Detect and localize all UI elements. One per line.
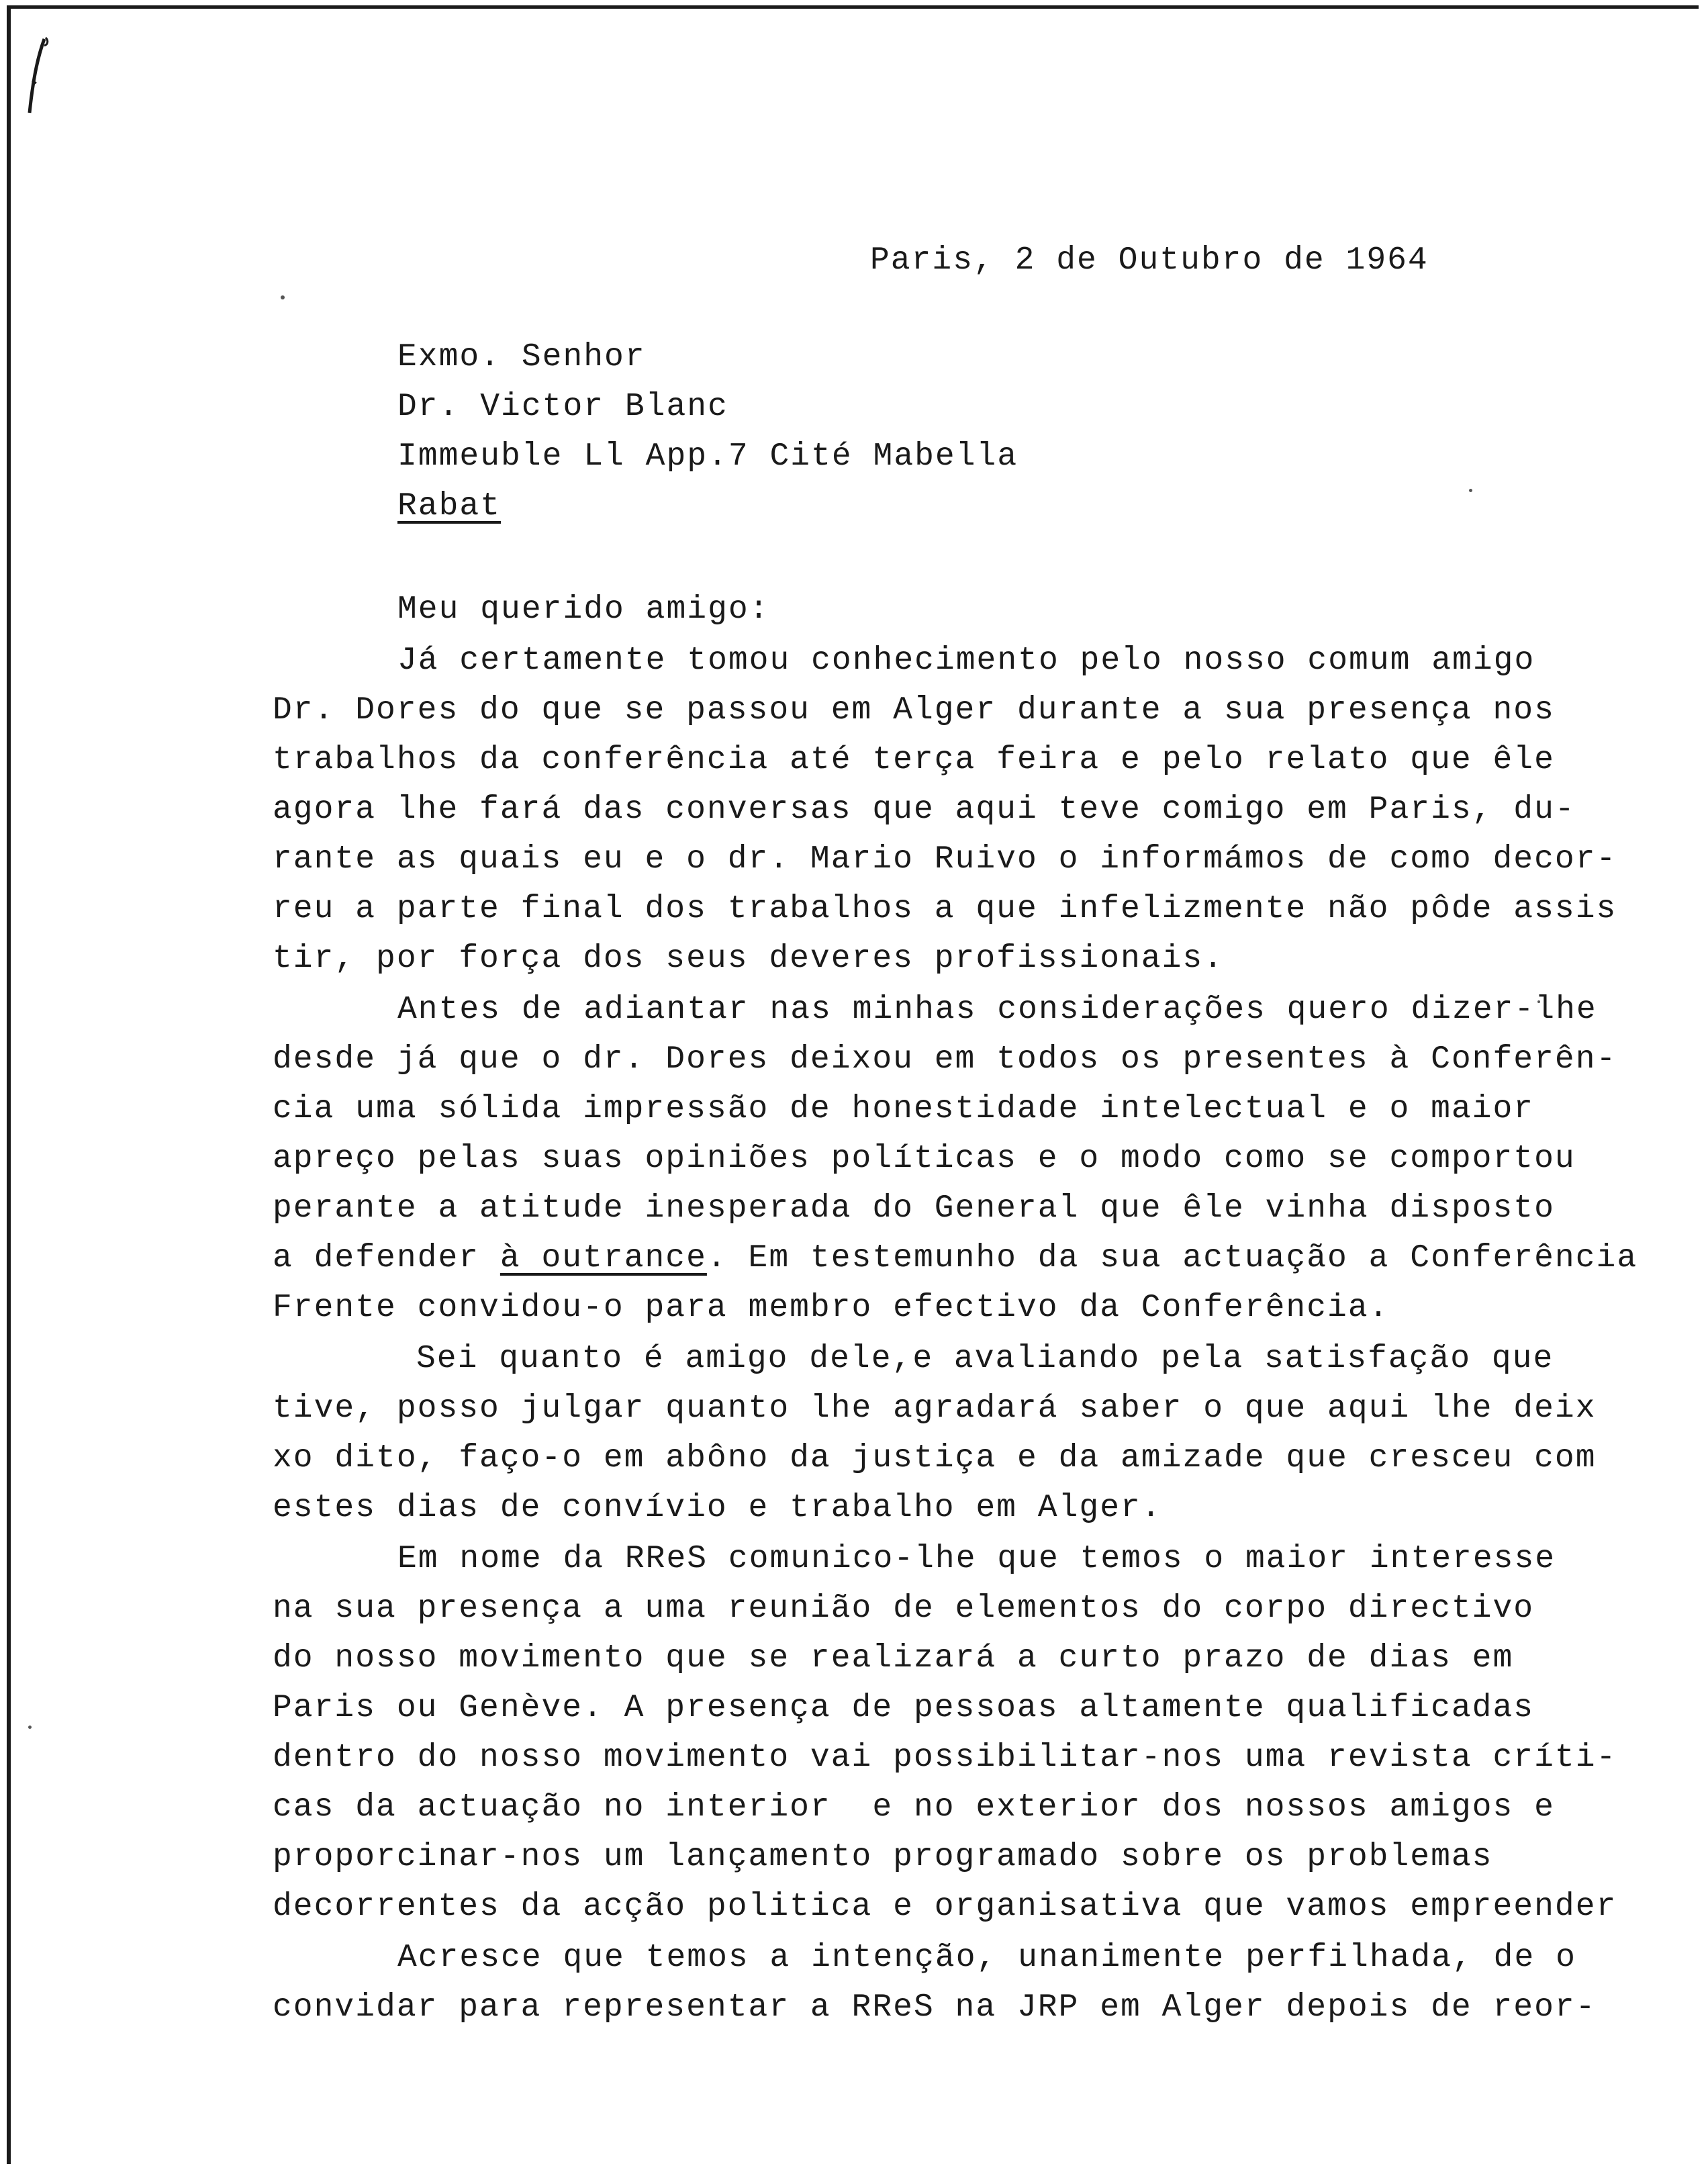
body-line: estes dias de convívio e trabalho em Alger. <box>273 1490 1162 1526</box>
greeting: Meu querido amigo: <box>397 592 770 628</box>
body-line: cia uma sólida impressão de honestidade intelectual e o maior <box>273 1091 1535 1127</box>
handwritten-mark <box>19 34 52 121</box>
body-line: Já certamente tomou conhecimento pelo nosso comum amigo <box>397 643 1535 679</box>
body-line: na sua presença a uma reunião de elementos do corpo directivo <box>273 1591 1535 1627</box>
body-line: reu a parte final dos trabalhos a que infelizmente não pôde assis <box>273 891 1617 927</box>
recipient-name: Dr. Victor Blanc <box>397 389 728 425</box>
body-line: perante a atitude inesperada do General que êle vinha disposto <box>273 1190 1555 1227</box>
body-line: cas da actuação no interior e no exterior dos nossos amigos e <box>273 1789 1555 1826</box>
scan-border-left <box>7 5 11 2164</box>
defend-after: . Em testemunho da sua actuação a Conferência <box>706 1240 1638 1276</box>
body-line: Frente convidou-o para membro efectivo da Conferência. <box>273 1290 1390 1326</box>
body-line: proporcinar-nos um lançamento programado sobre os problemas <box>273 1839 1493 1875</box>
body-line: agora lhe fará das conversas que aqui teve comigo em Paris, du- <box>273 792 1576 828</box>
recipient-address: Immeuble Ll App.7 Cité Mabella <box>397 438 1018 475</box>
body-line: trabalhos da conferência até terça feira e pelo relato que êle <box>273 742 1555 778</box>
letter-date: Paris, 2 de Outubro de 1964 <box>870 242 1429 279</box>
recipient-city: Rabat <box>397 488 502 524</box>
scan-speck <box>281 295 285 299</box>
scan-speck <box>28 1726 32 1729</box>
body-line: apreço pelas suas opiniões políticas e o modo como se comportou <box>273 1141 1576 1177</box>
body-line: Dr. Dores do que se passou em Alger durante a sua presença nos <box>273 692 1555 728</box>
body-line: do nosso movimento que se realizará a curto prazo de dias em <box>273 1640 1514 1677</box>
body-line: desde já que o dr. Dores deixou em todos os presentes à Conferên- <box>273 1041 1617 1078</box>
recipient-title: Exmo. Senhor <box>397 339 646 375</box>
body-line: Em nome da RReS comunico-lhe que temos o maior interesse <box>397 1541 1556 1577</box>
scan-speck <box>1469 489 1472 492</box>
body-line: xo dito, faço-o em abôno da justiça e da amizade que cresceu com <box>273 1440 1597 1476</box>
body-line: Acresce que temos a intenção, unanimente perfilhada, de o <box>397 1940 1576 1976</box>
defend-before: a defender <box>273 1240 500 1276</box>
body-line: dentro do nosso movimento vai possibilitar-nos uma revista críti- <box>273 1740 1617 1776</box>
scan-border-top <box>7 5 1699 9</box>
body-line: Antes de adiantar nas minhas considerações quero dizer-lhe <box>397 992 1597 1028</box>
body-line: Sei quanto é amigo dele,e avaliando pela satisfação que <box>416 1341 1554 1377</box>
defend-underlined: à outrance <box>500 1240 707 1276</box>
body-line: rante as quais eu e o dr. Mario Ruivo o informámos de como decor- <box>273 841 1617 878</box>
body-line: tir, por força dos seus deveres profissionais. <box>273 941 1225 977</box>
body-line: Paris ou Genève. A presença de pessoas altamente qualificadas <box>273 1690 1535 1726</box>
body-line-defend <box>273 1238 1638 1278</box>
body-line: tive, posso julgar quanto lhe agradará saber o que aqui lhe deix <box>273 1390 1597 1427</box>
body-line: convidar para representar a RReS na JRP em Alger depois de reor- <box>273 1989 1597 2026</box>
body-line: decorrentes da acção politica e organisativa que vamos empreender <box>273 1889 1617 1925</box>
